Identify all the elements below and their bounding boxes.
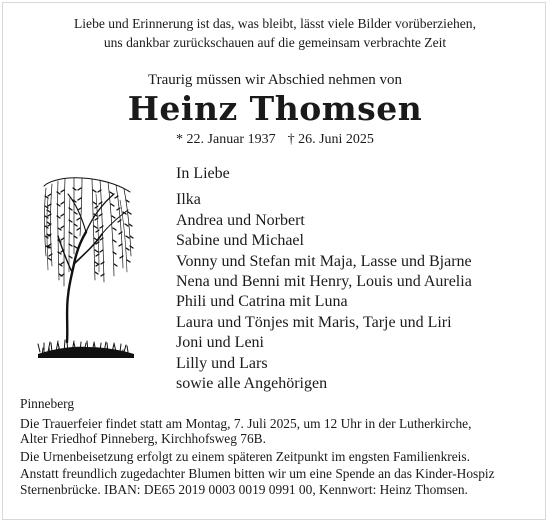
funeral-line-1: Die Trauerfeier findet statt am Montag, 7. Juli 2025, um 12 Uhr in der Lutherkirche, xyxy=(20,415,472,431)
funeral-info xyxy=(20,416,530,447)
urn-info: Die Urnenbeisetzung erfolgt zu einem späteren Zeitpunkt im engsten Familienkreis. xyxy=(20,448,470,464)
donation-info xyxy=(20,466,530,497)
family-member: Andrea und Norbert xyxy=(176,211,305,229)
funeral-notice xyxy=(20,396,530,500)
family-member: Vonny und Stefan mit Maja, Lasse und Bjarne xyxy=(176,252,472,270)
life-dates xyxy=(20,131,530,149)
donation-line-2: Sternenbrücke. IBAN: DE65 2019 0003 0019 0991 00, Kennwort: Heinz Thomsen. xyxy=(20,481,468,497)
family-member: sowie alle Angehörigen xyxy=(176,375,328,393)
family-member: Laura und Tönjes mit Maris, Tarje und Liri xyxy=(176,313,452,331)
place-name: Pinneberg xyxy=(20,396,75,411)
poem-line-1: Liebe und Erinnerung ist das, was bleibt, lässt viele Bilder vorüberziehen, xyxy=(73,16,477,31)
deceased-name: Heinz Thomsen xyxy=(127,89,423,128)
family-member: Phili und Catrina mit Luna xyxy=(176,293,348,311)
death-date: † 26. Juni 2025 xyxy=(287,132,374,147)
birth-date: * 22. Januar 1937 xyxy=(176,132,276,147)
weeping-willow-icon xyxy=(36,176,136,362)
family-member: Ilka xyxy=(176,191,201,209)
family-members xyxy=(176,190,472,394)
poem xyxy=(20,14,530,52)
family-member: Nena und Benni mit Henry, Louis und Aurelia xyxy=(176,273,472,291)
family-member: Lilly und Lars xyxy=(176,354,268,372)
funeral-line-2: Alter Friedhof Pinneberg, Kirchhofsweg 76B. xyxy=(20,431,266,447)
poem-line-2: uns dankbar zurückschauen auf die gemeinsam verbrachte Zeit xyxy=(103,35,447,50)
intro-text: Traurig müssen wir Abschied nehmen von xyxy=(147,72,402,88)
family-member: Sabine und Michael xyxy=(176,232,304,250)
family-list xyxy=(176,164,472,394)
family-lead: In Liebe xyxy=(176,165,230,182)
donation-line-1: Anstatt freundlich zugedachter Blumen bitten wir um eine Spende an das Kinder-Hospiz xyxy=(20,466,495,482)
family-member: Joni und Leni xyxy=(176,334,264,352)
